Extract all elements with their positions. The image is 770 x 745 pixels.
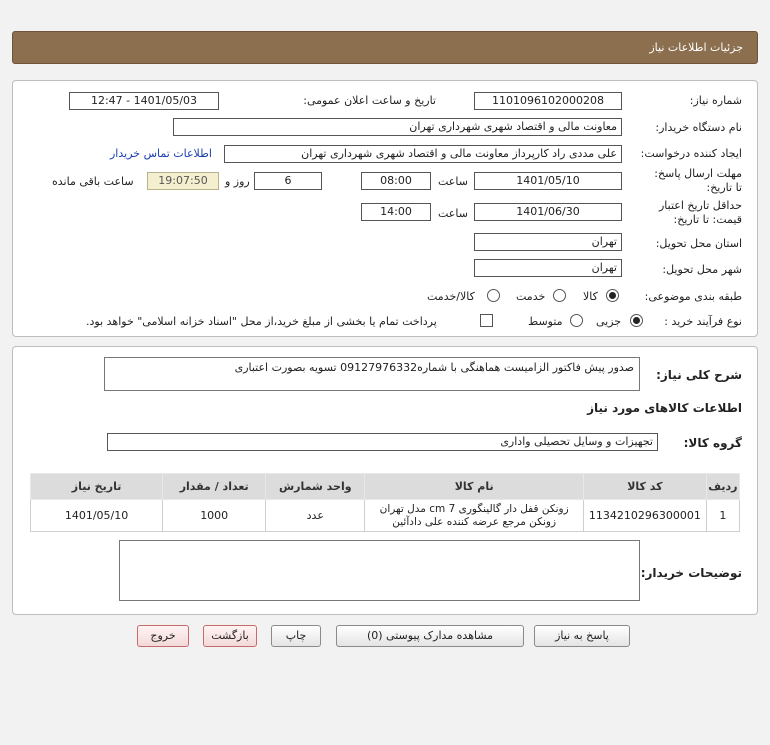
city-field: تهران [474,259,622,277]
summary-field: صدور پیش فاکتور الزامیست هماهنگی با شماره09127976332 تسویه بصورت اعتباری [104,357,640,391]
treasury-payment-checkbox[interactable] [480,314,493,327]
validity-time-label: ساعت [438,207,468,220]
buyer-notes-label: توضیحات خریدار: [640,566,742,580]
goods-info-title: اطلاعات کالاهای مورد نیاز [587,401,742,415]
cell-need-date: 1401/05/10 [31,500,163,532]
attachments-button[interactable]: مشاهده مدارک پیوستی (0) [336,625,524,647]
summary-label: شرح کلی نیاز: [656,368,742,382]
payment-note: پرداخت تمام یا بخشی از مبلغ خرید،از محل "اسناد خزانه اسلامی" خواهد بود. [86,315,437,328]
reply-button[interactable]: پاسخ به نیاز [534,625,630,647]
category-radio-goods[interactable] [606,289,619,302]
deadline-time-field: 08:00 [361,172,431,190]
category-option-goods-service: کالا/خدمت [427,290,475,303]
buyer-label: نام دستگاه خریدار: [655,121,742,134]
col-header-code: کد کالا [584,474,707,500]
category-radio-goods-service[interactable] [487,289,500,302]
need-number-field: 1101096102000208 [474,92,622,110]
creator-label: ایجاد کننده درخواست: [640,147,742,160]
goods-table [30,473,740,532]
days-label: روز و [225,175,250,188]
deadline-date-field: 1401/05/10 [474,172,622,190]
goods-group-field: تجهیزات و وسایل تحصیلی واداری [107,433,658,451]
table-header-row [31,474,740,500]
cell-name: زونکن قفل دار گالینگوری cm 7 مدل تهران زونکن مرجع عرضه کننده علی دادآئین [365,500,584,532]
province-field: تهران [474,233,622,251]
cell-row-number: 1 [706,500,739,532]
table-row[interactable] [31,500,740,532]
process-radio-partial[interactable] [630,314,643,327]
cell-code: 1134210296300001 [584,500,707,532]
remaining-time-field: 19:07:50 [147,172,219,190]
col-header-unit: واحد شمارش [266,474,365,500]
category-option-goods: کالا [583,290,598,303]
print-button[interactable]: چاپ [271,625,321,647]
need-number-label: شماره نیاز: [689,94,742,107]
category-option-service: خدمت [516,290,546,303]
goods-group-label: گروه کالا: [683,436,742,450]
days-field: 6 [254,172,322,190]
deadline-time-label: ساعت [438,175,468,188]
cell-quantity: 1000 [163,500,266,532]
announce-datetime-field: 1401/05/03 - 12:47 [69,92,219,110]
category-label: طبقه بندی موضوعی: [644,290,742,303]
validity-time-field: 14:00 [361,203,431,221]
cell-unit: عدد [266,500,365,532]
process-option-partial: جزیی [596,315,622,328]
deadline-label: مهلت ارسال پاسخ: تا تاریخ: [654,167,742,194]
buyer-field: معاونت مالی و اقتصاد شهری شهرداری تهران [173,118,622,136]
page-title: جزئیات اطلاعات نیاز [649,41,743,54]
announce-label: تاریخ و ساعت اعلان عمومی: [303,94,436,107]
buyer-contact-link[interactable]: اطلاعات تماس خریدار [110,147,212,160]
validity-label: حداقل تاریخ اعتبار قیمت: تا تاریخ: [658,199,742,226]
exit-button[interactable]: خروج [137,625,189,647]
col-header-row-number: ردیف [706,474,739,500]
province-label: استان محل تحویل: [655,237,742,250]
creator-field: علی مددی راد کارپرداز معاونت مالی و اقتصاد شهری شهرداری تهران [224,145,622,163]
process-option-medium: متوسط [528,315,563,328]
process-radio-medium[interactable] [570,314,583,327]
back-button[interactable]: بازگشت [203,625,257,647]
buyer-notes-field [119,540,640,601]
col-header-need-date: تاریخ نیاز [31,474,163,500]
category-radio-service[interactable] [553,289,566,302]
col-header-quantity: تعداد / مقدار [163,474,266,500]
city-label: شهر محل تحویل: [662,263,742,276]
col-header-name: نام کالا [365,474,584,500]
remaining-label: ساعت باقی مانده [52,175,134,188]
validity-date-field: 1401/06/30 [474,203,622,221]
title-bar [12,31,758,64]
process-label: نوع فرآیند خرید : [664,315,742,328]
